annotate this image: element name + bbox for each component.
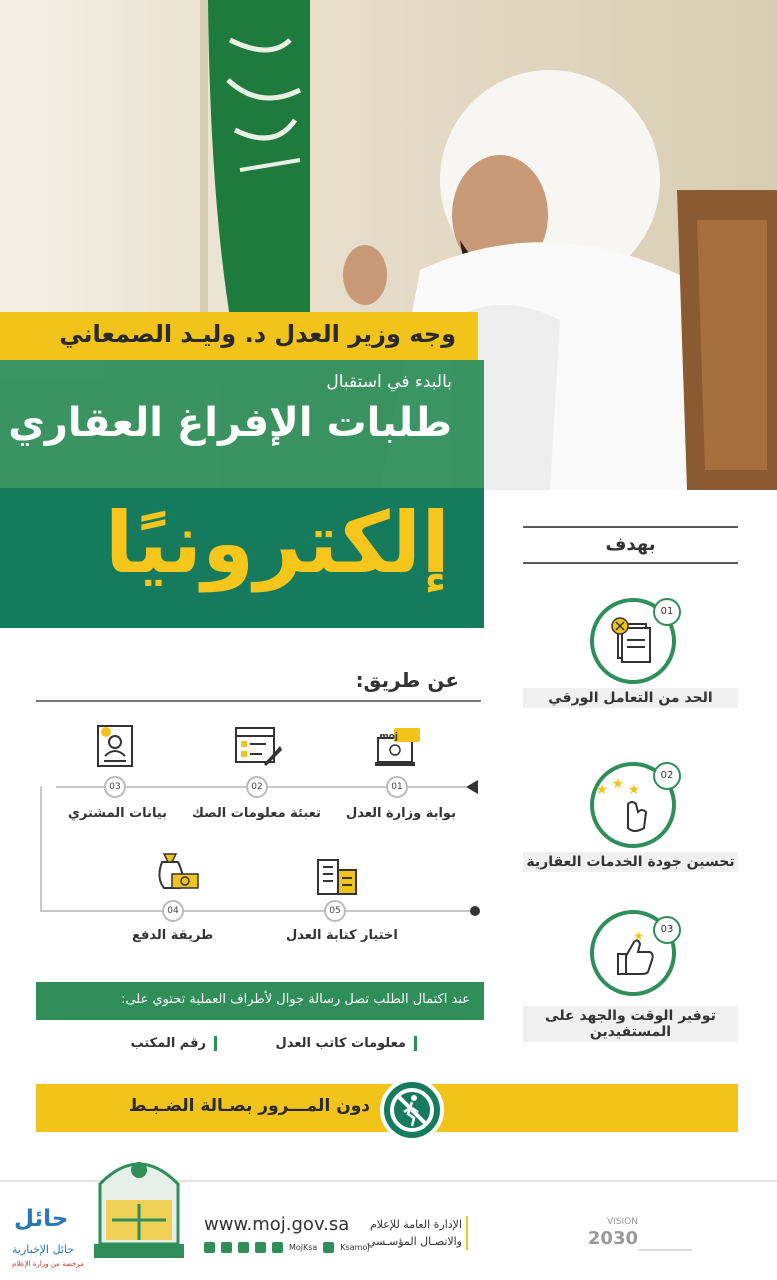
svg-text:★: ★	[611, 776, 624, 792]
social-handle[interactable]: MojKsa	[289, 1242, 318, 1252]
goal-item-2	[523, 762, 738, 872]
flow-line-left	[40, 786, 42, 912]
step-number: 05	[324, 900, 346, 922]
social-links	[204, 1240, 370, 1254]
goal-label: الحد من التعامل الورقي	[523, 688, 738, 708]
via-heading: عن طريق:	[355, 668, 459, 692]
flow-end-dot	[470, 906, 480, 916]
dept-line-2: والاتصـال المؤسـسي	[366, 1235, 462, 1248]
svg-text:★: ★	[627, 782, 640, 798]
sms-notice-bar	[36, 982, 484, 1020]
minister-name: وجه وزير العدل د. وليـد الصمعاني	[59, 320, 456, 348]
sms-info-notary: معلومات كاتب العدل	[276, 1036, 417, 1051]
snapchat-icon[interactable]	[238, 1242, 249, 1253]
goal-number: 01	[653, 598, 681, 626]
moj-logo-icon	[86, 1144, 192, 1264]
goal-number: 02	[653, 762, 681, 790]
step-label: بيانات المشتري	[68, 806, 168, 821]
building-icon	[312, 852, 360, 898]
youtube-icon[interactable]	[323, 1242, 334, 1253]
buyer-id-icon	[92, 722, 140, 768]
goal-label: توفير الوقت والجهد على المستفيدين	[523, 1006, 738, 1042]
linkedin-icon[interactable]	[272, 1242, 283, 1253]
divider	[36, 700, 481, 702]
sms-notice-text: عند اكتمال الطلب تصل رسالة جوال لأطراف العملية تحتوي على:	[121, 992, 470, 1007]
step-label: اختيار كتابة العدل	[286, 928, 398, 943]
minister-banner	[0, 312, 478, 360]
watermark-tiny: مرخصة من وزارة الإعلام	[12, 1260, 84, 1268]
no-control-hall-text: دون المـــرور بصـالة الضـبـط	[128, 1096, 370, 1116]
goal-item-3	[523, 910, 738, 1040]
form-fill-icon	[234, 724, 282, 770]
svg-text:★: ★	[595, 782, 608, 798]
dept-line-1: الإدارة العامة للإعلام	[369, 1218, 462, 1231]
goal-item-1	[523, 598, 738, 708]
website-url[interactable]: www.moj.gov.sa	[204, 1214, 350, 1235]
social-handle[interactable]: Ksamoj	[340, 1242, 370, 1252]
step-label: طريقة الدفع	[132, 928, 214, 943]
goals-heading	[523, 526, 738, 564]
twitter-icon[interactable]	[204, 1242, 215, 1253]
step-number: 04	[162, 900, 184, 922]
vision-label: VISION	[607, 1217, 638, 1227]
vision-year: 2030	[587, 1228, 638, 1249]
electronic-banner	[0, 488, 484, 628]
flow-line-bottom	[40, 910, 476, 912]
chair-image	[657, 190, 777, 490]
step-number: 01	[386, 776, 408, 798]
step-label: بوابة وزارة العدل	[346, 806, 456, 821]
watermark-sub: حائل الإخبارية	[12, 1243, 75, 1256]
goal-number: 03	[653, 916, 681, 944]
goals-heading-label: بهدف	[605, 534, 656, 555]
goal-label: تحسين جودة الخدمات العقارية	[523, 852, 738, 872]
no-walking-icon	[380, 1078, 444, 1142]
vision-2030-logo	[587, 1212, 696, 1258]
media-department	[356, 1216, 468, 1250]
headline-banner	[0, 360, 484, 488]
step-number: 03	[104, 776, 126, 798]
saudi-flag-image	[140, 0, 310, 330]
instagram-icon[interactable]	[221, 1242, 232, 1253]
headline-title: طلبات الإفراغ العقاري	[8, 400, 452, 446]
moj-badge: moj	[379, 732, 398, 742]
money-bag-icon	[152, 848, 200, 894]
flow-start-arrow-icon	[466, 780, 478, 794]
no-control-hall-banner	[36, 1084, 738, 1132]
svg-text:★: ★	[633, 929, 644, 943]
sms-info-office: رقم المكتب	[131, 1036, 217, 1051]
moj-portal-icon	[374, 726, 422, 772]
watermark-title: حائل	[14, 1206, 69, 1232]
electronic-word: إلكترونيًا	[104, 494, 450, 592]
step-number: 02	[246, 776, 268, 798]
headline-intro: بالبدء في استقبال	[326, 372, 452, 392]
step-label: تعبئة معلومات الصك	[192, 806, 321, 821]
youtube-icon[interactable]	[255, 1242, 266, 1253]
